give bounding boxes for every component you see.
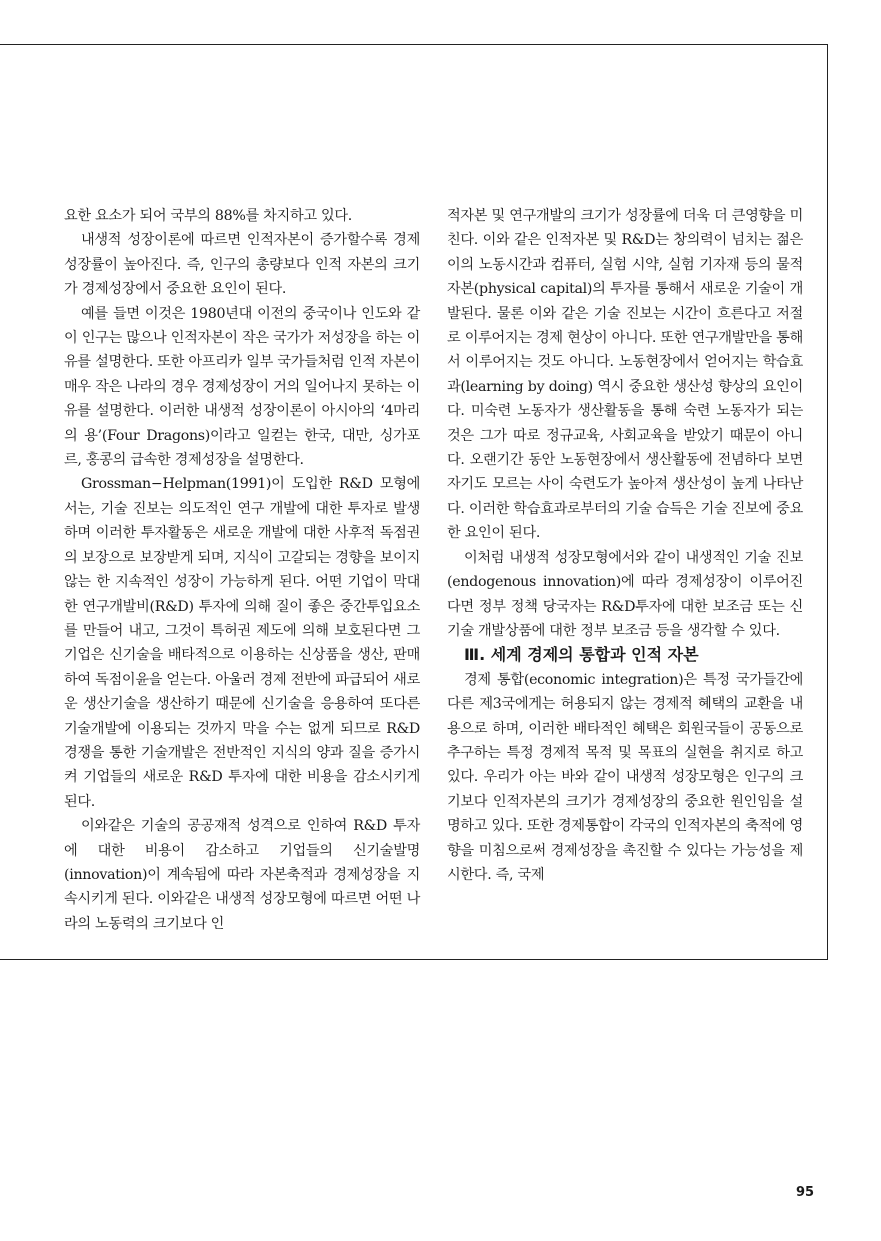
paragraph: 요한 요소가 되어 국부의 88%를 차지하고 있다. <box>64 208 352 224</box>
top-rule <box>0 44 828 45</box>
page-number: 95 <box>796 1185 815 1200</box>
left-column <box>64 204 420 936</box>
bottom-rule <box>0 959 828 960</box>
paragraph: 이와같은 기술의 공공재적 성격으로 인하여 R&D 투자에 대한 비용이 감소하고 기업들의 신기술발명(innovation)이 계속됨에 따라 자본축적과 경제성장을 지속시키게 된다. 이와같은 내생적 성장모형에 따르면 어떤 나라의 노동력의 크기보다 인 <box>64 818 420 932</box>
paragraph: 이처럼 내생적 성장모형에서와 같이 내생적인 기술 진보(endogenous innovation)에 따라 경제성장이 이루어진다면 정부 정책 당국자는 R&D투자에 대한 보조금 또는 신기술 개발상품에 대한 정부 보조금 등을 생각할 수 있다. <box>447 549 803 639</box>
paragraph: 예를 들면 이것은 1980년대 이전의 중국이나 인도와 같이 인구는 많으나 인적자본이 작은 국가가 저성장을 하는 이유를 설명한다. 또한 아프리카 일부 국가들처럼 인적 자본이 매우 작은 나라의 경우 경제성장이 거의 일어나지 못하는 이유를 설명한다. 이러한 내생적 성장이론이 아시아의 ‘4마리의 용’(Four Dragons)이라고 일컫는 한국, 대만, 싱가포르, 홍콩의 급속한 경제성장을 설명한다. <box>64 305 420 469</box>
paragraph: Grossman−Helpman(1991)이 도입한 R&D 모형에서는, 기술 진보는 의도적인 연구 개발에 대한 투자로 발생하며 이러한 투자활동은 새로운 개발에 대한 사후적 독점권의 보장으로 보장받게 되며, 지식이 고갈되는 경향을 보이지 않는 한 지속적인 성장이 가능하게 된다. 어떤 기업이 막대한 연구개발비(R&D) 투자에 의해 질이 좋은 중간투입요소를 만들어 내고, 그것이 특허권 제도에 의해 보호된다면 그 기업은 신기술을 배타적으로 이용하는 신상품을 생산, 판매하여 독점이윤을 얻는다. 아울러 경제 전반에 파급되어 새로운 생산기술을 생산하기 때문에 신기술을 응용하여 또다른 기술개발에 이용되는 것까지 막을 수는 없게 되므로 R&D 경쟁을 통한 기술개발은 전반적인 지식의 양과 질을 증가시켜 기업들의 새로운 R&D 투자에 대한 비용을 감소시키게 된다. <box>64 476 420 810</box>
paragraph: 경제 통합(economic integration)은 특정 국가들간에 다른 제3국에게는 허용되지 않는 경제적 혜택의 교환을 내용으로 하며, 이러한 배타적인 혜택은 회원국들이 공동으로 추구하는 특정 경제적 목적 및 목표의 실현을 취지로 하고 있다. 우리가 아는 바와 같이 내생적 성장모형은 인구의 크기보다 인적자본의 크기가 경제성장의 중요한 원인임을 설명하고 있다. 또한 경제통합이 각국의 인적자본의 축적에 영향을 미침으로써 경제성장을 촉진할 수 있다는 가능성을 제시한다. 즉, 국제 <box>447 671 803 883</box>
right-rule <box>827 44 828 960</box>
right-column <box>447 204 803 887</box>
paragraph: 적자본 및 연구개발의 크기가 성장률에 더욱 더 큰영향을 미친다. 이와 같은 인적자본 및 R&D는 창의력이 넘치는 젊은이의 노동시간과 컴퓨터, 실험 시약, 실험 기자재 등의 물적자본(physical capital)의 투자를 통해서 새로운 기술이 개발된다. 물론 이와 같은 기술 진보는 시간이 흐른다고 저절로 이루어지는 경제 현상이 아니다. 또한 연구개발만을 통해서 이루어지는 것도 아니다. 노동현장에서 얻어지는 학습효과(learning by doing) 역시 중요한 생산성 향상의 요인이다. 미숙련 노동자가 생산활동을 통해 숙련 노동자가 되는 것은 그가 따로 정규교육, 사회교육을 받았기 때문이 아니다. 오랜기간 동안 노동현장에서 생산활동에 전념하다 보면 자기도 모르는 사이 숙련도가 높아져 생산성이 높게 나타난다. 이러한 학습효과로부터의 기술 습득은 기술 진보에 중요한 요인이 된다. <box>447 208 803 542</box>
section-title: Ⅲ. 세계 경제의 통합과 인적 자본 <box>464 645 699 665</box>
paragraph: 내생적 성장이론에 따르면 인적자본이 증가할수록 경제성장률이 높아진다. 즉, 인구의 총량보다 인적 자본의 크기가 경제성장에서 중요한 요인이 된다. <box>64 232 420 298</box>
